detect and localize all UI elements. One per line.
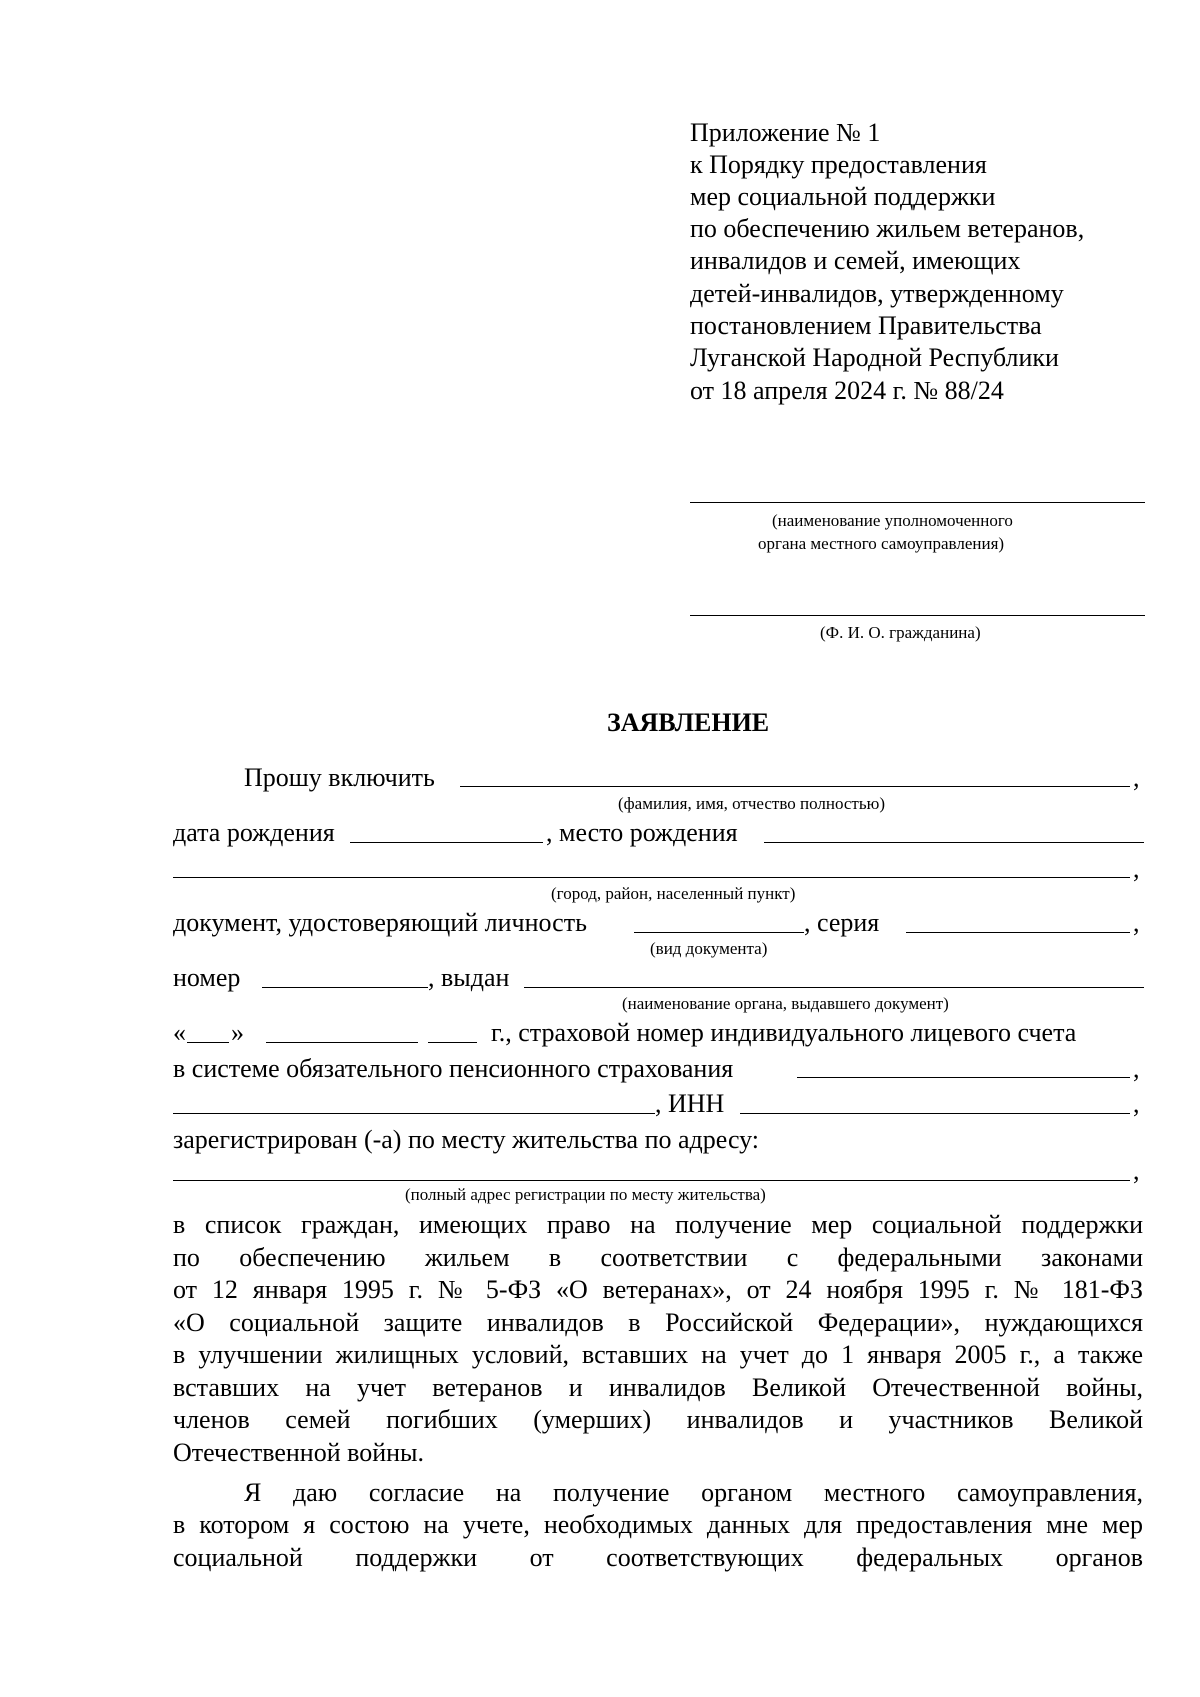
header-line: Приложение № 1 (690, 118, 881, 147)
comma: , (1133, 854, 1140, 883)
birth-place-field-cont[interactable] (173, 877, 1130, 878)
body-line: по обеспечению жильем в соответствии с федеральными законами (173, 1243, 1143, 1272)
header-line: к Порядку предоставления (690, 150, 987, 179)
number-label: номер (173, 963, 241, 992)
inn-label: , ИНН (655, 1089, 725, 1118)
series-field[interactable] (906, 932, 1130, 933)
header-line: постановлением Правительства (690, 311, 1042, 340)
document-title: ЗАЯВЛЕНИЕ (607, 708, 770, 737)
header-line: Луганской Народной Республики (690, 343, 1059, 372)
quote-open: « (173, 1018, 186, 1047)
citizen-fio-field[interactable] (690, 615, 1145, 616)
comma: , (1133, 1089, 1140, 1118)
id-doc-label: документ, удостоверяющий личность (173, 908, 587, 937)
header-line: от 18 апреля 2024 г. № 88/24 (690, 376, 1004, 405)
pension-label: в системе обязательного пенсионного страхования (173, 1054, 734, 1083)
body-line: в котором я состою на учете, необходимых данных для предоставления мне мер (173, 1510, 1143, 1539)
snils-field[interactable] (797, 1077, 1130, 1078)
year-suffix: г., страховой номер индивидуального лицевого счета (491, 1018, 1077, 1047)
series-label: , серия (804, 908, 880, 937)
body-line: Отечественной войны. (173, 1438, 424, 1467)
issue-year-field[interactable] (428, 1042, 477, 1043)
body-line: вставших на учет ветеранов и инвалидов Великой Отечественной войны, (173, 1373, 1143, 1402)
number-field[interactable] (262, 987, 428, 988)
body-line: Я даю согласие на получение органом местного самоуправления, (244, 1478, 1143, 1507)
birth-place-label: , место рождения (546, 818, 738, 847)
birth-date-field[interactable] (350, 842, 543, 843)
birth-date-label: дата рождения (173, 818, 335, 847)
address-caption: (полный адрес регистрации по месту жительства) (405, 1185, 766, 1204)
issuer-field[interactable] (524, 987, 1144, 988)
issued-label: , выдан (428, 963, 510, 992)
body-line: социальной поддержки от соответствующих федеральных органов (173, 1543, 1143, 1572)
fullname-field[interactable] (460, 786, 1130, 787)
comma: , (1133, 1156, 1140, 1185)
snils-field-cont[interactable] (173, 1113, 655, 1114)
header-line: по обеспечению жильем ветеранов, (690, 214, 1085, 243)
org-caption: органа местного самоуправления) (758, 534, 1005, 553)
doc-type-field[interactable] (634, 932, 804, 933)
fullname-caption: (фамилия, имя, отчество полностью) (618, 794, 885, 813)
include-label: Прошу включить (244, 763, 435, 792)
org-name-field[interactable] (690, 502, 1145, 503)
issue-day-field[interactable] (187, 1042, 229, 1043)
org-caption: (наименование уполномоченного (772, 511, 1013, 530)
body-line: «О социальной защите инвалидов в Российской Федерации», нуждающихся (173, 1308, 1143, 1337)
quote-close: » (231, 1018, 244, 1047)
inn-field[interactable] (740, 1113, 1130, 1114)
doc-type-caption: (вид документа) (650, 939, 768, 958)
header-line: мер социальной поддержки (690, 182, 996, 211)
header-line: детей-инвалидов, утвержденному (690, 279, 1064, 308)
body-line: в список граждан, имеющих право на получение мер социальной поддержки (173, 1210, 1143, 1239)
place-caption: (город, район, населенный пункт) (551, 884, 796, 903)
body-line: членов семей погибших (умерших) инвалидов и участников Великой (173, 1405, 1143, 1434)
header-line: инвалидов и семей, имеющих (690, 246, 1021, 275)
body-line: в улучшении жилищных условий, вставших на учет до 1 января 2005 г., а также (173, 1340, 1143, 1369)
fio-caption: (Ф. И. О. гражданина) (820, 623, 981, 642)
registered-label: зарегистрирован (-а) по месту жительства по адресу: (173, 1125, 760, 1154)
issuer-caption: (наименование органа, выдавшего документ) (622, 994, 949, 1013)
comma: , (1133, 908, 1140, 937)
address-field[interactable] (173, 1180, 1130, 1181)
comma: , (1133, 1054, 1140, 1083)
birth-place-field[interactable] (764, 842, 1144, 843)
body-line: от 12 января 1995 г. № 5-ФЗ «О ветеранах», от 24 ноября 1995 г. № 181-ФЗ (173, 1275, 1143, 1304)
issue-month-field[interactable] (266, 1042, 418, 1043)
comma: , (1133, 763, 1140, 792)
